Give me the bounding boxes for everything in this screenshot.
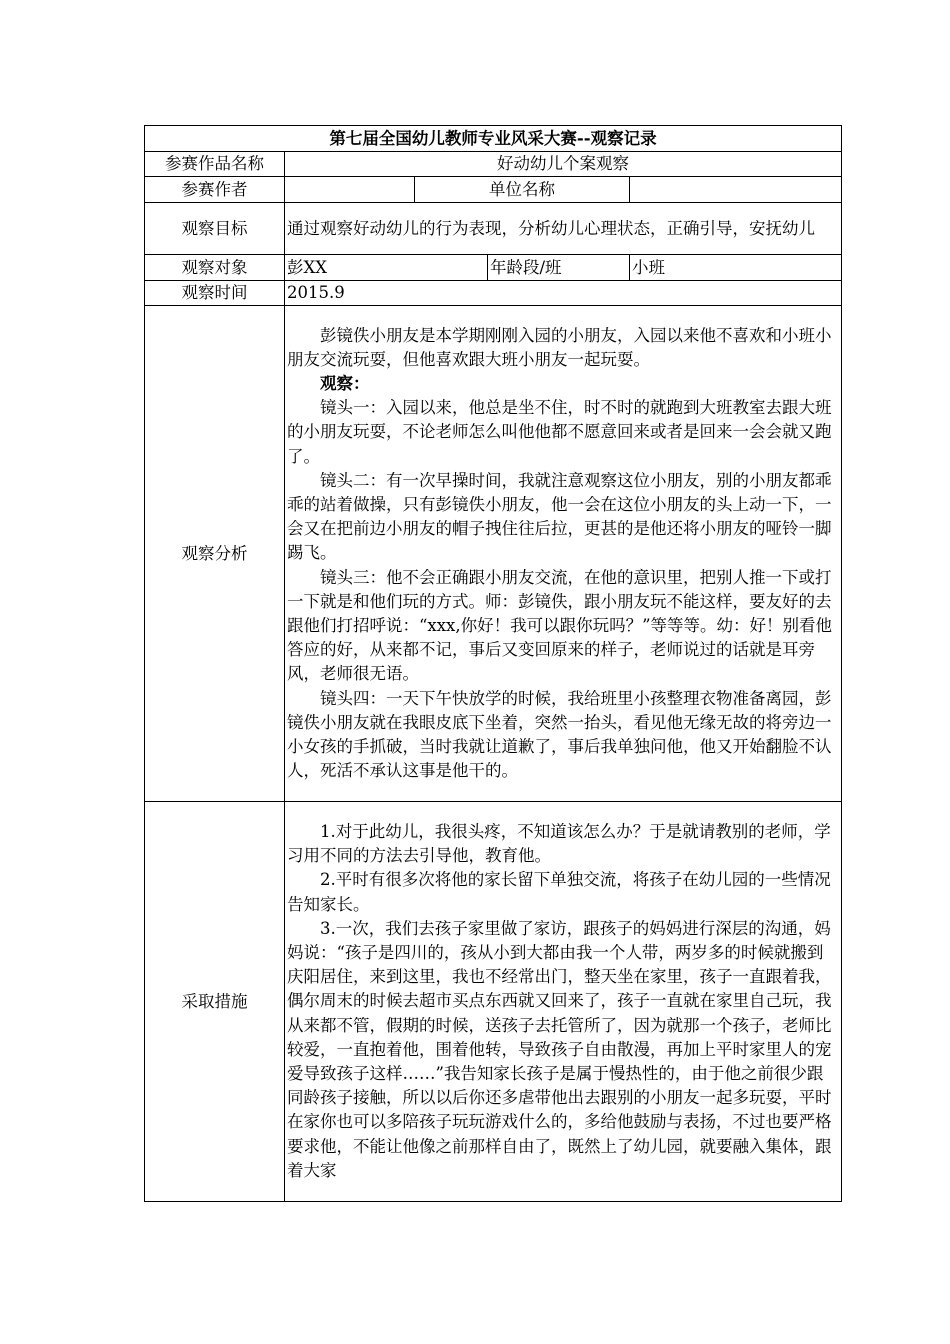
subject-label: 观察对象 — [145, 255, 285, 281]
subject-value: 彭XX — [285, 255, 488, 281]
table-title: 第七届全国幼儿教师专业风采大赛--观察记录 — [145, 126, 842, 152]
author-value — [285, 177, 415, 203]
author-label: 参赛作者 — [145, 177, 285, 203]
analysis-paragraph: 镜头一：入园以来，他总是坐不住，时不时的就跑到大班教室去跟大班的小朋友玩耍，不论老师怎么叫他他都不愿意回来或者是回来一会会就又跑了。 — [287, 398, 832, 466]
work-name-value: 好动幼儿个案观察 — [285, 152, 842, 177]
analysis-paragraph: 镜头三：他不会正确跟小朋友交流，在他的意识里，把别人推一下或打一下就是和他们玩的方式。师：彭镜佚，跟小朋友玩不能这样，要友好的去跟他们打招呼说：“xxx,你好！我可以跟你玩吗？”等等等。幼：好！别看他答应的好，从来都不记，事后又变回原来的样子，老师说过的话就是耳旁风，老师很无语。 — [287, 567, 833, 684]
unit-name-label: 单位名称 — [415, 177, 630, 203]
analysis-paragraph: 彭镜佚小朋友是本学期刚刚入园的小朋友，入园以来他不喜欢和小班小朋友交流玩耍，但他喜欢跟大班小朋友一起玩耍。 — [287, 325, 832, 369]
goal-label: 观察目标 — [145, 203, 285, 255]
analysis-content — [285, 306, 842, 802]
analysis-paragraph: 镜头二：有一次早操时间，我就注意观察这位小朋友，别的小朋友都乖乖的站着做操，只有彭镜佚小朋友，他一会在这位小朋友的头上动一下，一会又在把前边小朋友的帽子拽住往后拉，更甚的是他还将小朋友的哑铃一脚踢飞。 — [287, 470, 832, 563]
time-label: 观察时间 — [145, 281, 285, 306]
work-name-label: 参赛作品名称 — [145, 152, 285, 177]
analysis-paragraph: 镜头四：一天下午快放学的时候，我给班里小孩整理衣物准备离园，彭镜佚小朋友就在我眼皮底下坐着，突然一抬头，看见他无缘无故的将旁边一小女孩的手抓破，当时我就让道歉了，事后我单独问他，他又开始翻脸不认人，死活不承认这事是他干的。 — [287, 688, 832, 781]
measures-paragraph: 3.一次，我们去孩子家里做了家访，跟孩子的妈妈进行深层的沟通，妈妈说：“孩子是四川的，孩从小到大都由我一个人带，两岁多的时候就搬到庆阳居住，来到这里，我也不经常出门，整天坐在家里，孩子一直跟着我，偶尔周末的时候去超市买点东西就又回来了，孩子一直就在家里自己玩，我从来都不管，假期的时候，送孩子去托管所了，因为就那一个孩子，老师比较爱，一直抱着他，围着他转，导致孩子自由散漫，再加上平时家里人的宠爱导致孩子这样……”我告知家长孩子是属于慢热性的，由于他之前很少跟同龄孩子接触，所以以后你还多虐带他出去跟别的小朋友一起多玩耍，平时在家你也可以多陪孩子玩玩游戏什么的，多给他鼓励与表扬，不过也要严格要求他，不能让他像之前那样自由了，既然上了幼儿园，就要融入集体，跟着大家 — [287, 918, 832, 1180]
measures-paragraph: 2.平时有很多次将他的家长留下单独交流，将孩子在幼儿园的一些情况告知家长。 — [287, 870, 831, 914]
measures-paragraph: 1.对于此幼儿，我很头疼，不知道该怎么办？于是就请教别的老师，学习用不同的方法去引导他，教育他。 — [287, 821, 831, 866]
analysis-heading: 观察： — [320, 373, 370, 393]
measures-label: 采取措施 — [145, 802, 285, 1202]
time-value: 2015.9 — [285, 281, 842, 306]
goal-value: 通过观察好动幼儿的行为表现，分析幼儿心理状态，正确引导，安抚幼儿 — [285, 203, 842, 255]
age-group-value: 小班 — [630, 255, 842, 281]
analysis-label: 观察分析 — [145, 306, 285, 802]
unit-name-value — [630, 177, 842, 203]
age-group-label: 年龄段/班 — [488, 255, 630, 281]
observation-record-table — [144, 125, 842, 1202]
measures-content — [285, 802, 842, 1202]
